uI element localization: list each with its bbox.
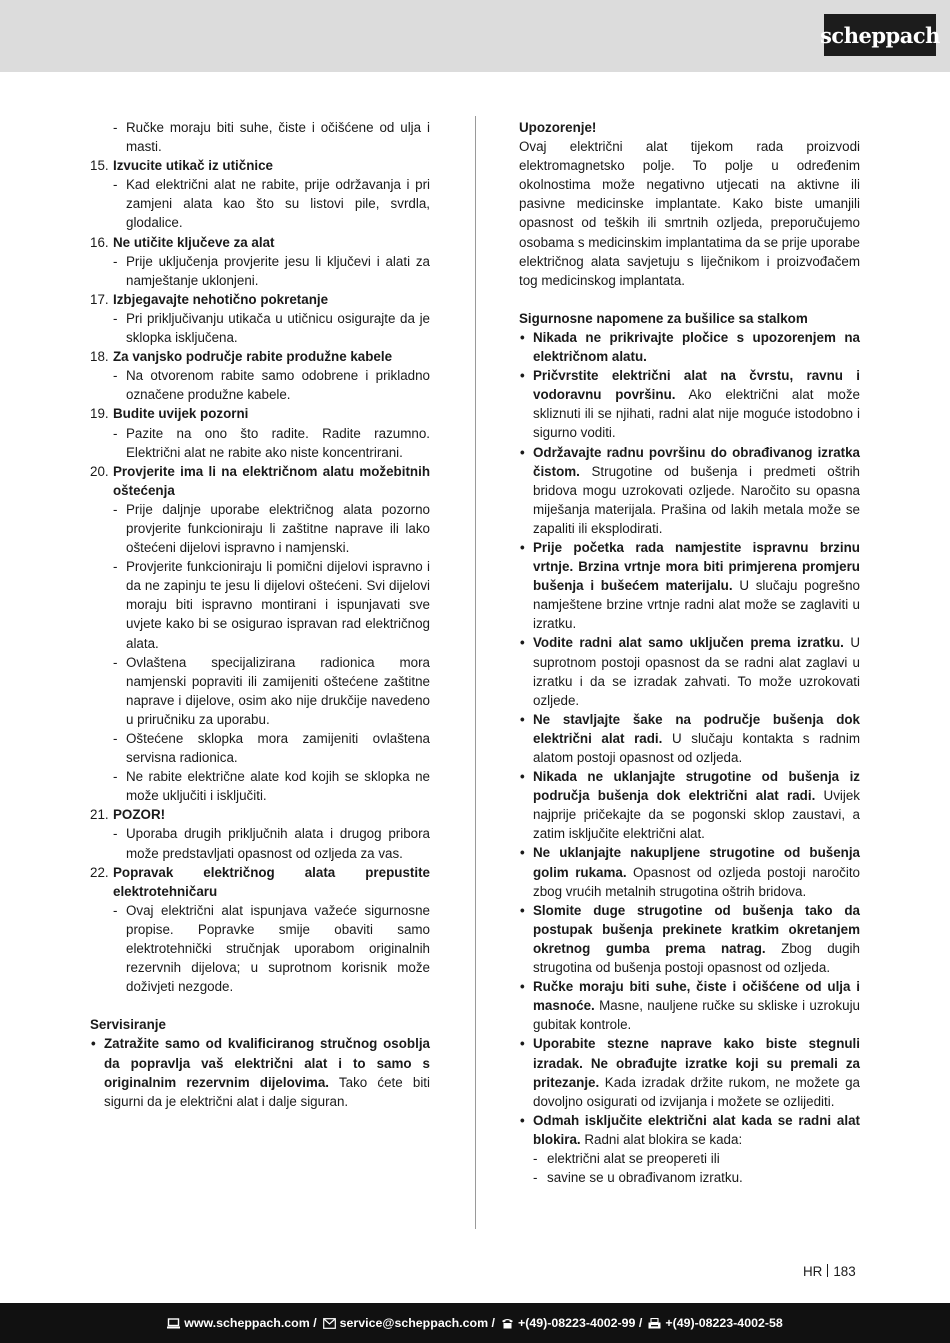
page-number: [803, 1264, 856, 1279]
footer-email: service@scheppach.com /: [339, 1316, 495, 1330]
bullet-item: • Ručke moraju biti suhe, čiste i očišćene od ulja i masnoće. Masne, nauljene ručke su skliske i uzrokuju gubitak kontrole.: [519, 977, 860, 1034]
list-item: - Prije uključenja provjerite jesu li ključevi i alati za namještanje uklonjeni.: [113, 252, 430, 290]
item-title: Za vanjsko područje rabite produžne kabele: [113, 349, 393, 365]
bullet-item: • Uporabite stezne naprave kako biste stegnuli izradak. Ne obrađujte izratke koji su premali za pritezanje. Kada izradak držite rukom, ne možete ga dovoljno osigurati od izvijanja i možete se ozlijediti.: [519, 1034, 860, 1110]
footer-fax: +(49)-08223-4002-58: [665, 1316, 783, 1330]
list-item-22: 22. Popravak električnog alata prepustite elektrotehničaru - Ovaj električni alat ispunjava važeće sigurnosne propise. Popravke smije obaviti samo elektrotehnički stručnjak uporabom originalnih rezervnih dijelova; u suprotnom korisnik može doživjeti nezgode.: [90, 863, 430, 997]
bullet-item: • Nikada ne prikrivajte pločice s upozorenjem na električnom alatu.: [519, 328, 860, 366]
item-title: Budite uvijek pozorni: [113, 406, 249, 422]
phone-icon: [501, 1318, 514, 1329]
bullet-item: • Nikada ne uklanjajte strugotine od bušenja iz područja bušenja dok električni alat radi. Uvijek najprije pričekajte da se pogonski sklop zaustavi, a zatim isključite električni alat.: [519, 767, 860, 843]
list-item: - Prije daljnje uporabe električnog alata pozorno provjerite funkcioniraju li zaštitne naprave ili lako oštećeni dijelovi ispravno i namjenski.: [113, 500, 430, 557]
item-title: Ne utičite ključeve za alat: [113, 234, 275, 250]
bullet-item: • Ne uklanjajte nakupljene strugotine od bušenja golim rukama. Opasnost od ozljeda postoji naročito zbog vrućih metalnih strugotina oštrih bridova.: [519, 843, 860, 900]
list-item: - Uporaba drugih priključnih alata i drugog pribora može predstavljati opasnost od ozljeda za vas.: [113, 824, 430, 862]
item-title: POZOR!: [113, 807, 166, 823]
list-item: - Provjerite funkcioniraju li pomični dijelovi ispravno i da ne zapinju te jesu li dijelovi oštećeni. Svi dijelovi moraju biti ispravno montirani i ispunjavati sve uvjete kako bi se osigurao ispravan rad električnog alata.: [113, 557, 430, 652]
page-number-value: 183: [833, 1264, 856, 1279]
footer-phone: +(49)-08223-4002-99 /: [517, 1316, 643, 1330]
list-item-21: 21. POZOR! - Uporaba drugih priključnih alata i drugog pribora može predstavljati opasnost od ozljeda za vas.: [90, 805, 430, 862]
footer-bar: [0, 1303, 950, 1343]
section-heading: Servisiranje: [90, 1017, 166, 1033]
list-item: - Na otvorenom rabite samo odobrene i prikladno označene produžne kabele.: [113, 366, 430, 404]
list-item: - savine se u obrađivanom izratku.: [519, 1168, 860, 1187]
list-item: - Ovaj električni alat ispunjava važeće sigurnosne propise. Popravke smije obaviti samo elektrotehnički stručnjak uporabom originalnih rezervnih dijelova; u suprotnom korisnik može doživjeti nezgode.: [113, 901, 430, 996]
list-item-20: 20. Provjerite ima li na električnom alatu možebitnih oštećenja - Prije daljnje uporabe električnog alata pozorno provjerite funkcioniraju li zaštitne naprave ili lako oštećeni dijelovi ispravno i namjenski. - Provjerite funkcioniraju li pomični dijelovi ispravno i da ne zapinju te jesu li dijelovi oštećeni. Svi dijelovi moraju biti ispravno montirani i ispunjavati sve uvjete kako bi se osigurao ispravan rad električnog alata. - Ovlaštena specijalizirana radionica mora namjenski popraviti ili zamijeniti oštećene zaštitne naprave i dijelove, osim ako nije drukčije navedeno u priručniku za uporabu. - Oštećene sklopka mora zamijeniti ovlaštena servisna radionica. - Ne rabite električne alate kod kojih se sklopka ne može uključiti i isključiti.: [90, 462, 430, 806]
list-item: - Ne rabite električne alate kod kojih se sklopka ne može uključiti i isključiti.: [113, 767, 430, 805]
bullet-item: • Zatražite samo od kvalificiranog stručnog osoblja da popravlja vaš električni alat i to samo s originalnim rezervnim dijelovima. Tako ćete biti sigurni da je električni alat i dalje siguran.: [90, 1034, 430, 1110]
list-item-17: 17. Izbjegavajte nehotično pokretanje - Pri priključivanju utikača u utičnicu osigurajte da je sklopka isključena.: [90, 290, 430, 347]
item-title: Popravak električnog alata prepustite elektrotehničaru: [113, 864, 430, 899]
item-title: Izbjegavajte nehotično pokretanje: [113, 291, 329, 307]
language-code: HR: [803, 1264, 823, 1279]
header-bar: [0, 0, 950, 72]
footer-website: www.scheppach.com /: [184, 1316, 317, 1330]
section-heading: Upozorenje!: [519, 120, 597, 135]
list-item: - Kad električni alat ne rabite, prije održavanja i pri zamjeni alata kao što su listovi pile, svrdla, glodalice.: [113, 175, 430, 232]
scheppach-logo: scheppach: [824, 14, 936, 56]
section-heading: Sigurnosne napomene za bušilice sa stalkom: [519, 310, 808, 326]
list-item: - Pazite na ono što radite. Radite razumno. Električni alat ne rabite ako niste koncentrirani.: [113, 424, 430, 462]
monitor-icon: [167, 1318, 180, 1329]
left-column: [90, 118, 430, 1111]
list-item: - Ručke moraju biti suhe, čiste i očišćene od ulja i masti.: [113, 118, 430, 156]
bullet-item: • Pričvrstite električni alat na čvrstu, ravnu i vodoravnu površinu. Ako električni alat može skliznuti ili se njihati, radni alat nije moguće istodobno i sigurno voditi.: [519, 366, 860, 442]
bullet-item: • Prije početka rada namjestite ispravnu brzinu vrtnje. Brzina vrtnje mora biti primjerena promjeru bušenja i bušećem materijalu. U slučaju pogrešno namještene brzine vrtnje radni alat može se zaglaviti u izratku.: [519, 538, 860, 633]
list-item: - Ovlaštena specijalizirana radionica mora namjenski popraviti ili zamijeniti oštećene zaštitne naprave i dijelove, osim ako nije drukčije navedeno u priručniku za uporabu.: [113, 653, 430, 729]
bullet-item: • Ne stavljajte šake na područje bušenja dok električni alat radi. U slučaju kontakta s radnim alatom postoji opasnost od ozljeda.: [519, 710, 860, 767]
column-divider: [475, 116, 476, 1229]
bullet-item: • Vodite radni alat samo uključen prema izratku. U suprotnom postoji opasnost da se radni alat zaglavi u izratku i da se izradak zahvati. To može uzrokovati ozljede.: [519, 633, 860, 709]
list-item: - električni alat se preopereti ili: [519, 1149, 860, 1168]
list-item-19: 19. Budite uvijek pozorni - Pazite na ono što radite. Radite razumno. Električni alat ne rabite ako niste koncentrirani.: [90, 404, 430, 461]
bullet-item: • Odmah isključite električni alat kada se radni alat blokira. Radni alat blokira se kada:: [519, 1111, 860, 1149]
list-item: - Pri priključivanju utikača u utičnicu osigurajte da je sklopka isključena.: [113, 309, 430, 347]
bullet-item: • Slomite duge strugotine od bušenja tako da postupak bušenja prekinete kratkim okretanjem okretnog gumba prema natrag. Zbog dugih strugotina od bušenja postoji opasnost od ozljeda.: [519, 901, 860, 977]
bullet-item: • Održavajte radnu površinu do obrađivanog izratka čistom. Strugotine od bušenja i predmeti oštrih bridova mogu uzrokovati ozljede. Naročito su opasna miješanja materijala. Prašina od lakih metala može se zapaliti ili eksplodirati.: [519, 443, 860, 538]
right-column: [519, 118, 860, 1187]
list-item-16: 16. Ne utičite ključeve za alat - Prije uključenja provjerite jesu li ključevi i alati za namještanje uklonjeni.: [90, 233, 430, 290]
fax-icon: [648, 1318, 661, 1329]
list-item-15: 15. Izvucite utikač iz utičnice - Kad električni alat ne rabite, prije održavanja i pri zamjeni alata kao što su listovi pile, svrdla, glodalice.: [90, 156, 430, 232]
list-item: - Oštećene sklopka mora zamijeniti ovlaštena servisna radionica.: [113, 729, 430, 767]
paragraph: Ovaj električni alat tijekom rada proizvodi elektromagnetsko polje. To polje u određenim okolnostima može negativno utjecati na aktivne ili pasivne medicinske implantate. Kako biste umanjili opasnost od teških ili smrtnih ozljeda, preporučujemo osobama s medicinskim implantatima da se prije uporabe električnog alata savjetuju s liječnikom i proizvođačem tog medicinskog implantata.: [519, 139, 860, 288]
item-title: Provjerite ima li na električnom alatu možebitnih oštećenja: [113, 463, 430, 498]
mail-icon: [323, 1318, 336, 1329]
list-item-18: 18. Za vanjsko područje rabite produžne kabele - Na otvorenom rabite samo odobrene i prikladno označene produžne kabele.: [90, 347, 430, 404]
item-title: Izvucite utikač iz utičnice: [113, 158, 273, 174]
